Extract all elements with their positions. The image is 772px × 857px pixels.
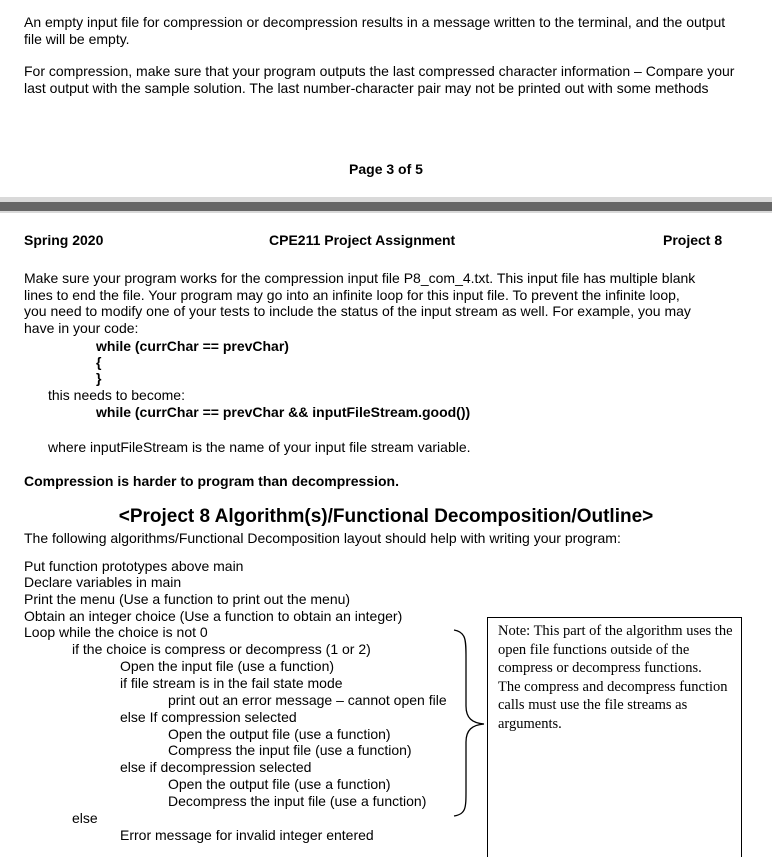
algorithm-line: if the choice is compress or decompress (1 or 2) (72, 641, 371, 657)
header-course: CPE211 Project Assignment (269, 232, 456, 248)
curly-brace-icon (452, 628, 488, 818)
algorithm-line: Put function prototypes above main (24, 558, 244, 574)
algorithm-line: else If compression selected (120, 709, 297, 725)
algorithm-line: else if decompression selected (120, 759, 312, 775)
intro-paragraph-compression-output: For compression, make sure that your program outputs the last compressed character information – Compare your last output with the sample solution. The last number-character pair may not be printed out with some methods (24, 63, 735, 96)
header-project: Project 8 (663, 232, 723, 248)
page-divider-bar (0, 202, 772, 211)
algorithm-line: Open the input file (use a function) (120, 658, 335, 674)
section-intro: The following algorithms/Functional Decomposition layout should help with writing your program: (24, 530, 621, 546)
where-text: where inputFileStream is the name of your input file stream variable. (48, 439, 471, 455)
algorithm-line: Loop while the choice is not 0 (24, 624, 208, 640)
note-text-open-file: Note: This part of the algorithm uses the open file functions outside of the compress or decompress functions. (498, 623, 733, 676)
note-box (487, 617, 742, 857)
note-text-function-calls: The compress and decompress function calls must use the file streams as arguments. (498, 678, 728, 732)
code-line-while-good: while (currChar == prevChar && inputFileStream.good()) (96, 404, 471, 420)
code-line-while: while (currChar == prevChar) (96, 338, 289, 354)
algorithm-line: Declare variables in main (24, 574, 182, 590)
header-semester: Spring 2020 (24, 232, 104, 248)
page-number: Page 3 of 5 (349, 161, 423, 177)
code-brace-open: { (96, 354, 102, 370)
algorithm-line: Error message for invalid integer entered (120, 827, 374, 843)
compression-harder-text: Compression is harder to program than decompression. (24, 473, 399, 489)
body-paragraph-infinite-loop: Make sure your program works for the compression input file P8_com_4.txt. This input file has multiple blank lines to end the file. Your program may go into an infinite loop for this input file. To prevent the infinite loop, you need to modify one of your tests to include the status of the input stream as well. For example, you may have in your code: (24, 270, 696, 336)
code-brace-close: } (96, 370, 102, 386)
algorithm-line: else (72, 810, 98, 826)
algorithm-line: Open the output file (use a function) (168, 726, 391, 742)
algorithm-line: Compress the input file (use a function) (168, 742, 412, 758)
algorithm-line: Open the output file (use a function) (168, 776, 391, 792)
needs-to-become-text: this needs to become: (48, 387, 185, 403)
algorithm-line: Obtain an integer choice (Use a function to obtain an integer) (24, 608, 403, 624)
algorithm-line: if file stream is in the fail state mode (120, 675, 343, 691)
algorithm-line: Print the menu (Use a function to print out the menu) (24, 591, 351, 607)
intro-paragraph-empty-file: An empty input file for compression or decompression results in a message written to the terminal, and the output file will be empty. (24, 14, 726, 47)
section-title: <Project 8 Algorithm(s)/Functional Decomposition/Outline> (118, 506, 654, 527)
algorithm-line: Decompress the input file (use a function) (168, 793, 427, 809)
algorithm-line: print out an error message – cannot open file (168, 692, 447, 708)
